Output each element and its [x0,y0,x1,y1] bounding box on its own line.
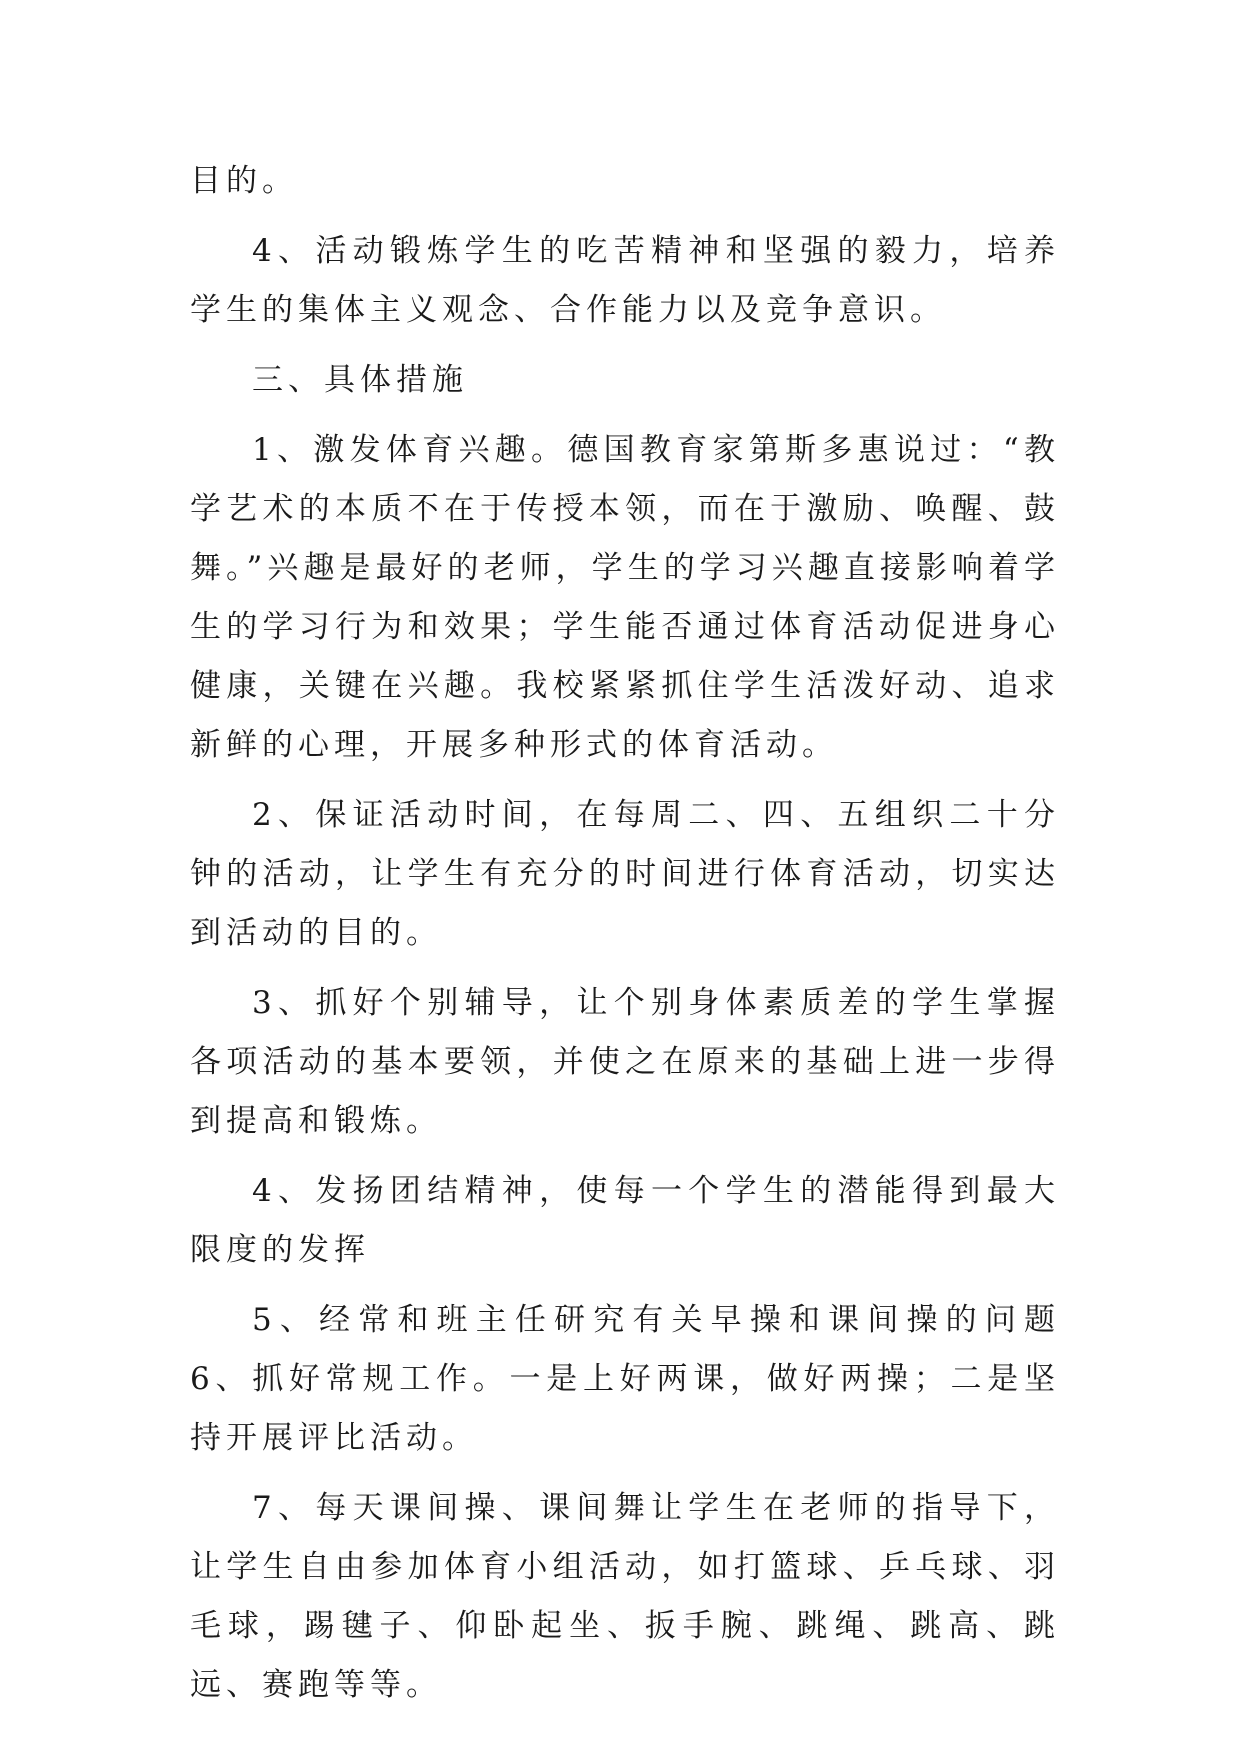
section-heading: 三、具体措施 [252,362,468,398]
paragraph-measure-5-6: 5、经常和班主任研究有关早操和课间操的问题 6、抓好常规工作。一是上好两课，做好两操；二是坚持开展评比活动。 [190,1302,1060,1456]
document-body [190,152,1060,1726]
paragraph-measure-1: 1、激发体育兴趣。德国教育家第斯多惠说过：“教学艺术的本质不在于传授本领，而在于激励、唤醒、鼓舞。”兴趣是最好的老师，学生的学习兴趣直接影响着学生的学习行为和效果；学生能否通过体育活动促进身心健康，关键在兴趣。我校紧紧抓住学生活泼好动、追求新鲜的心理，开展多种形式的体育活动。 [190,432,1060,763]
paragraph-item-4: 4、活动锻炼学生的吃苦精神和坚强的毅力，培养学生的集体主义观念、合作能力以及竞争意识。 [190,233,1060,328]
paragraph-measure-3: 3、抓好个别辅导，让个别身体素质差的学生掌握各项活动的基本要领，并使之在原来的基础上进一步得到提高和锻炼。 [190,985,1060,1139]
paragraph-measure-2: 2、保证活动时间，在每周二、四、五组织二十分钟的活动，让学生有充分的时间进行体育活动，切实达到活动的目的。 [190,797,1060,951]
paragraph-measure-4: 4、发扬团结精神，使每一个学生的潜能得到最大限度的发挥 [190,1173,1060,1268]
paragraph-measure-7: 7、每天课间操、课间舞让学生在老师的指导下，让学生自由参加体育小组活动，如打篮球、乒乓球、羽毛球，踢毽子、仰卧起坐、扳手腕、跳绳、跳高、跳远、赛跑等等。 [190,1490,1060,1703]
paragraph-continuation: 目的。 [190,163,298,199]
